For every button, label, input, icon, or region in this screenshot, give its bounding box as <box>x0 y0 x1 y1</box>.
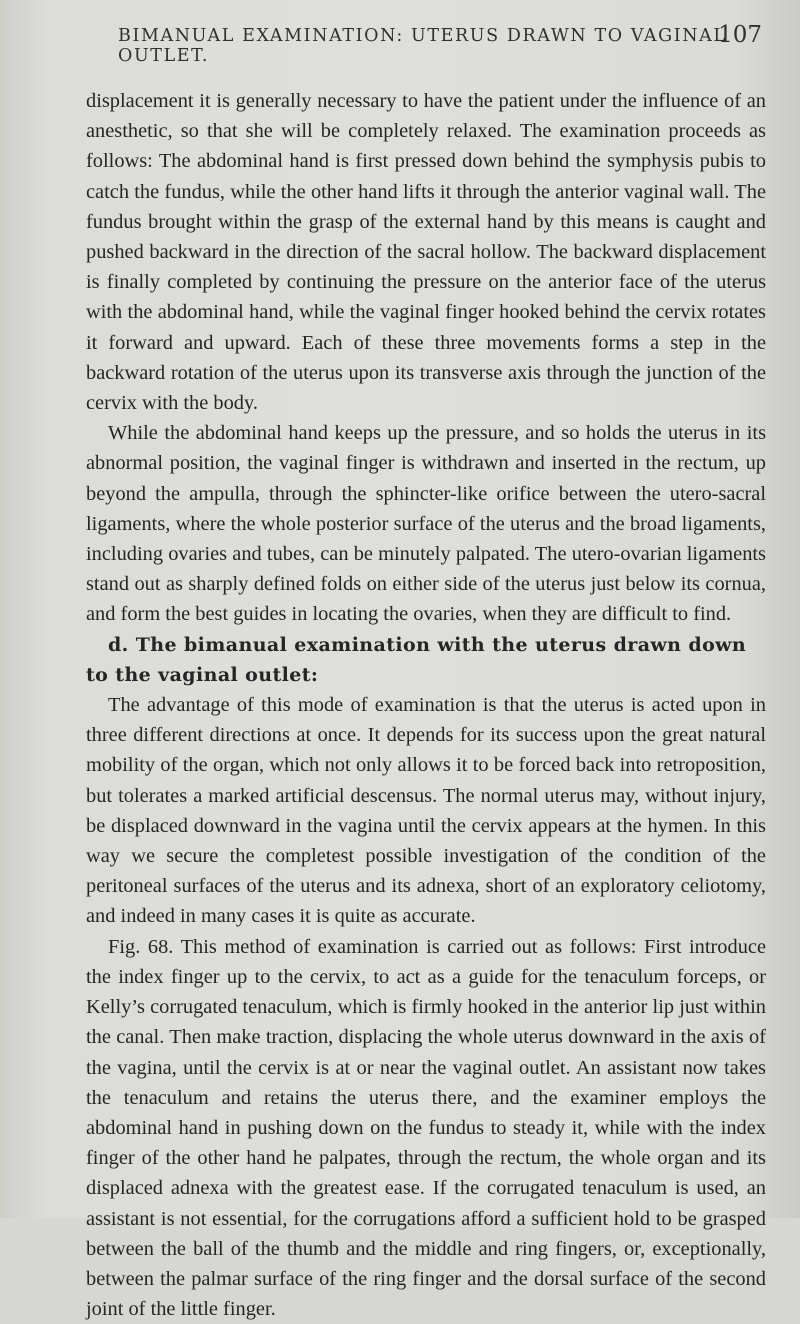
page-number: 107 <box>718 22 762 48</box>
section-heading: d. The bimanual examination with the uterus drawn down to the vaginal outlet: <box>86 633 747 686</box>
paragraph: displacement it is generally necessary to have the patient under the influence of an anesthetic, so that she will be completely relaxed. The examination proceeds as follows: The abdominal hand is first pressed down behind the symphysis pubis to catch the fundus, while the other hand lifts it through the anterior vaginal wall. The fundus brought within the grasp of the external hand by this means is caught and pushed backward in the direction of the sacral hollow. The backward displacement is finally completed by continuing the pressure on the anterior face of the uterus with the abdominal hand, while the vaginal finger hooked behind the cervix rotates it forward and upward. Each of these three movements forms a step in the backward rotation of the uterus upon its transverse axis through the junction of the cervix with the body. <box>86 90 766 415</box>
paragraph: Fig. 68. This method of examination is carried out as follows: First introduce the index finger up to the cervix, to act as a guide for the tenaculum forceps, or Kelly’s corrugated tenaculum, which is firmly hooked in the anterior lip just within the canal. Then make traction, displacing the whole uterus downward in the axis of the vagina, until the cervix is at or near the vaginal outlet. An assistant now takes the tenaculum and retains the uterus there, and the examiner employs the abdominal hand in pushing down on the fundus to steady it, while with the index finger of the other hand he palpates, through the rectum, the whole organ and its displaced adnexa with the greatest ease. If the corrugated tenaculum is used, an assistant is not essential, for the corrugations afford a sufficient hold to be grasped between the ball of the thumb and the middle and ring fingers, or, exceptionally, between the palmar surface of the ring finger and the dorsal surface of the second joint of the little finger. <box>86 935 766 1321</box>
running-head: BIMANUAL EXAMINATION: UTERUS DRAWN TO VAGINAL OUTLET. <box>118 26 727 66</box>
paragraph: While the abdominal hand keeps up the pressure, and so holds the uterus in its abnormal position, the vaginal finger is withdrawn and inserted in the rectum, up beyond the ampulla, through the sphincter-like orifice between the utero-sacral ligaments, where the whole posterior surface of the uterus and the broad ligaments, including ovaries and tubes, can be minutely palpated. The utero-ovarian ligaments stand out as sharply defined folds on either side of the uterus just below its cornua, and form the best guides in locating the ovaries, when they are difficult to find. <box>86 422 766 626</box>
page-header <box>118 22 762 66</box>
page-body <box>86 86 766 1324</box>
paragraph: The advantage of this mode of examination is that the uterus is acted upon in three different directions at once. It depends for its success upon the great natural mobility of the organ, which not only allows it to be forced back into retroposition, but tolerates a marked artificial descensus. The normal uterus may, without injury, be displaced downward in the vagina until the cervix appears at the hymen. In this way we secure the completest possible investigation of the condition of the peritoneal surfaces of the uterus and its adnexa, short of an exploratory celiotomy, and indeed in many cases it is quite as accurate. <box>86 694 766 928</box>
